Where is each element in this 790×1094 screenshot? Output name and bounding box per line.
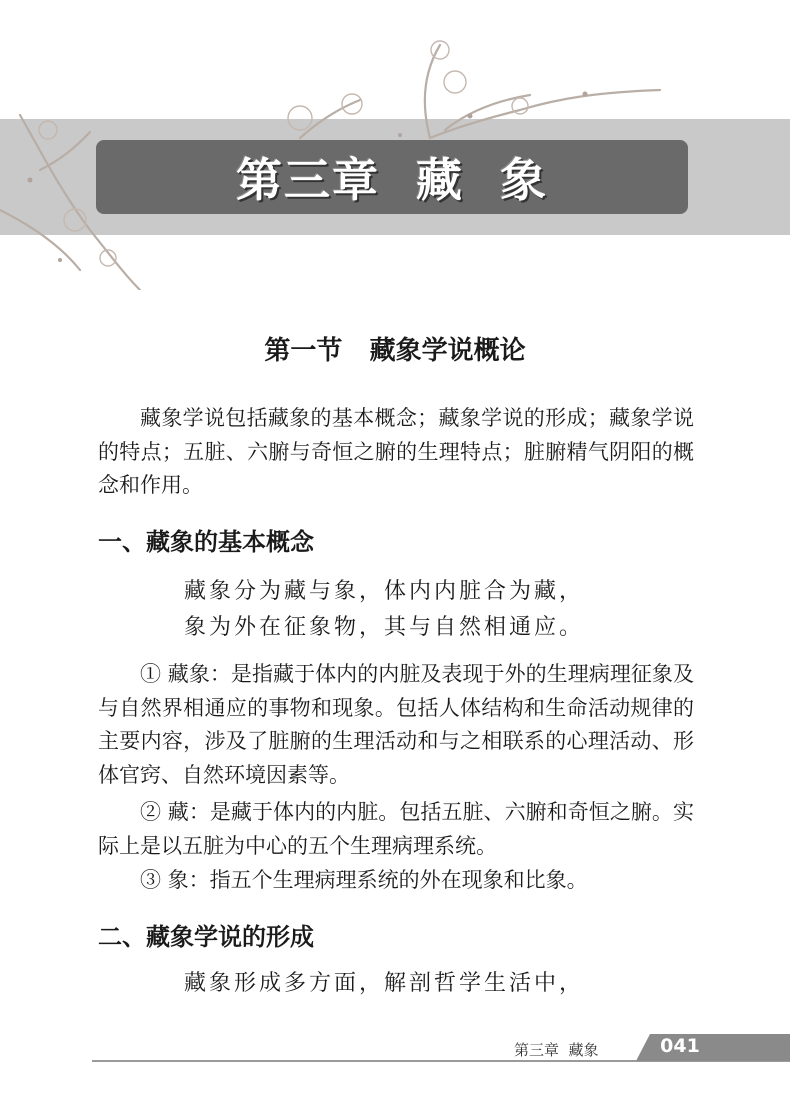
verse-line: 象为外在征象物，其与自然相通应。 [184, 615, 585, 640]
verse-line: 藏象形成多方面，解剖哲学生活中， [184, 971, 585, 996]
chapter-title: 第三章 藏 象 [235, 153, 549, 207]
part2-verse [184, 966, 584, 1002]
section-title: 第一节 藏象学说概论 [264, 336, 526, 366]
definition-item: ② 藏：是藏于体内的内脏。包括五脏、六腑和奇恒之腑。实际上是以五脏为中心的五个生理病理系统。 [98, 800, 694, 858]
chapter-banner [96, 140, 688, 214]
intro-paragraph: 藏象学说包括藏象的基本概念；藏象学说的形成；藏象学说的特点；五脏、六腑与奇恒之腑的生理特点；脏腑精气阴阳的概念和作用。 [98, 406, 694, 497]
footer-chapter-label: 第三章 藏象 [514, 1041, 599, 1059]
page-number: 041 [660, 1035, 700, 1057]
part1-verse [184, 574, 584, 646]
definition-item: ① 藏象：是指藏于体内的内脏及表现于外的生理病理征象及与自然界相通应的事物和现象。包括人体结构和生命活动规律的主要内容，涉及了脏腑的生理活动和与之相联系的心理活动、形体官窍、自然环境因素等。 [98, 662, 694, 787]
part1-heading: 一、藏象的基本概念 [98, 528, 314, 556]
verse-line: 藏象分为藏与象，体内内脏合为藏， [184, 579, 585, 604]
part2-heading: 二、藏象学说的形成 [98, 923, 314, 951]
definition-item: ③ 象：指五个生理病理系统的外在现象和比象。 [140, 868, 588, 892]
